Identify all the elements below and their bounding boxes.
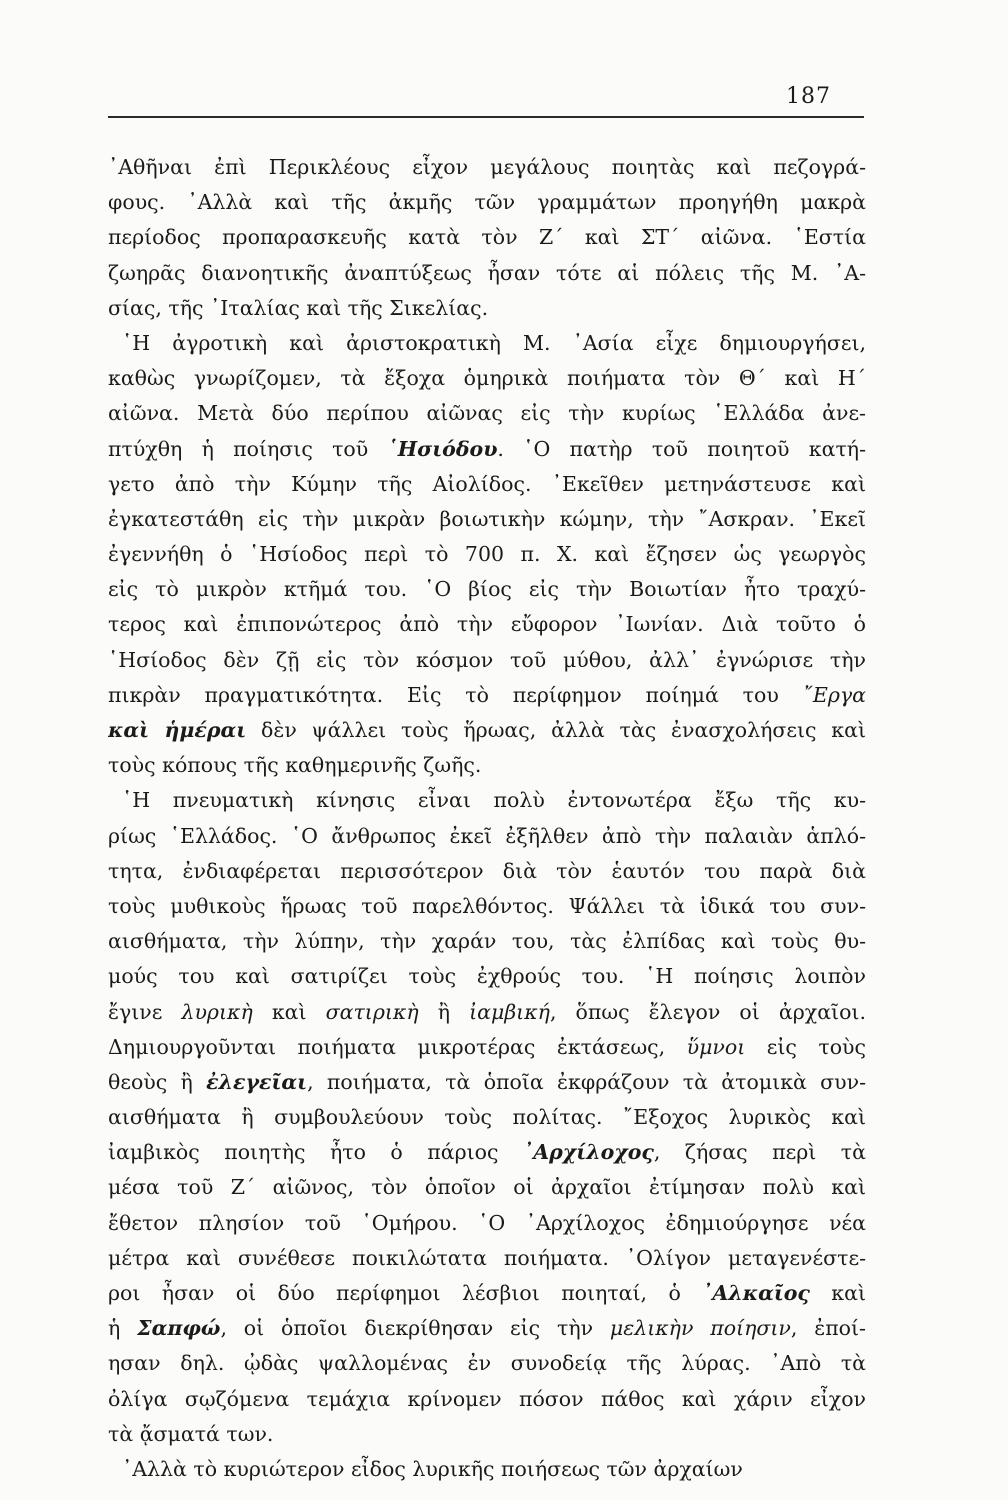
text-segment: τοὺς μυθικοὺς ἥρωας τοῦ παρελθόντος. Ψάλλει τὰ ἰδικά του συν- <box>108 893 866 918</box>
text-line <box>108 924 866 959</box>
text-segment: τερος καὶ ἐπιπονώτερος ἀπὸ τὴν εὔφορον ᾿Ιωνίαν. Διὰ τοῦτο ὁ <box>108 612 866 637</box>
text-line <box>108 854 866 889</box>
text-segment: καὶ <box>252 999 326 1024</box>
emphasized-text: μελικὴν ποίησιν <box>609 1316 791 1341</box>
header-rule <box>108 116 864 118</box>
text-line <box>108 185 866 220</box>
text-line <box>108 1452 866 1487</box>
text-line <box>108 678 866 713</box>
text-segment: πικρὰν πραγματικότητα. Εἰς τὸ περίφημον ποίημά του <box>108 682 803 707</box>
emphasized-text: ἰαμβική <box>469 999 550 1024</box>
text-line <box>108 959 866 994</box>
body-text <box>108 150 866 1487</box>
text-segment: , ἐποί- <box>790 1316 866 1341</box>
text-segment: . ῾Ο πατὴρ τοῦ ποιητοῦ κατή- <box>497 436 866 461</box>
text-segment: ἐγκατεστάθη εἰς τὴν μικρὰν βοιωτικὴν κώμην, τὴν ῎Ασκραν. ᾿Εκεῖ <box>108 506 866 531</box>
text-line <box>108 502 866 537</box>
text-segment: εἰς τὸ μικρὸν κτῆμά του. ῾Ο βίος εἰς τὴν Βοιωτίαν ἦτο τραχύ- <box>108 577 866 602</box>
text-segment: ῾Η ἀγροτικὴ καὶ ἀριστοκρατικὴ Μ. ᾿Ασία εἶχε δημιουργήσει, <box>122 330 866 355</box>
text-line <box>108 467 866 502</box>
text-segment: τοὺς κόπους τῆς καθημερινῆς ζωῆς. <box>108 753 482 778</box>
text-segment: , ζήσας περὶ τὰ <box>653 1140 866 1165</box>
text-segment: εἰς τοὺς <box>745 1034 866 1059</box>
text-line <box>108 537 866 572</box>
text-segment: τὰ ᾄσματά των. <box>108 1421 274 1446</box>
text-segment: , οἱ ὁποῖοι διεκρίθησαν εἰς τὴν <box>220 1316 610 1341</box>
text-line <box>108 326 866 361</box>
text-line <box>108 643 866 678</box>
emphasized-text: καὶ ἡμέραι <box>108 718 247 742</box>
text-line <box>108 396 866 431</box>
text-segment: αισθήματα ἢ συμβουλεύουν τοὺς πολίτας. ῎Εξοχος λυρικὸς καὶ <box>108 1105 866 1130</box>
text-segment: ᾿Αλλὰ τὸ κυριώτερον εἶδος λυρικῆς ποιήσεως τῶν ἀρχαίων <box>122 1456 743 1481</box>
text-line <box>108 1417 866 1452</box>
emphasized-text: ῾Ησιόδου <box>387 436 498 461</box>
text-line <box>108 1311 866 1346</box>
text-segment: σίας, τῆς ᾿Ιταλίας καὶ τῆς Σικελίας. <box>108 295 489 320</box>
text-line <box>108 783 866 818</box>
page-number: 187 <box>786 84 831 109</box>
text-line <box>108 1100 866 1135</box>
text-segment: πτύχθη ἡ ποίησις τοῦ <box>108 436 388 461</box>
text-segment: καὶ <box>809 1281 866 1305</box>
text-line <box>108 748 866 783</box>
text-segment: αισθήματα, τὴν λύπην, τὴν χαράν του, τὰς ἐλπίδας καὶ τοὺς θυ- <box>108 929 866 954</box>
emphasized-text: σατιρικὴ <box>325 999 419 1024</box>
text-segment: δὲν ψάλλει τοὺς ἥρωας, ἀλλὰ τὰς ἐνασχολήσεις καὶ <box>246 718 866 742</box>
text-line <box>108 1065 866 1100</box>
text-line <box>108 220 866 255</box>
emphasized-text: ἐλεγεῖαι <box>206 1069 308 1094</box>
text-line <box>108 1382 866 1417</box>
text-line <box>108 432 866 467</box>
text-line <box>108 1030 866 1065</box>
text-line <box>108 995 866 1030</box>
text-segment: μούς του καὶ σατιρίζει τοὺς ἐχθρούς του. ῾Η ποίησις λοιπὸν <box>108 964 866 989</box>
emphasized-text: Σαπφώ <box>137 1316 221 1341</box>
text-line <box>108 150 866 185</box>
text-segment: ᾿Αθῆναι ἐπὶ Περικλέους εἶχον μεγάλους ποιητὰς καὶ πεζογρά- <box>108 155 866 179</box>
text-segment: ζωηρᾶς διανοητικῆς ἀναπτύξεως ἦσαν τότε αἱ πόλεις τῆς Μ. ᾿Α- <box>108 260 866 285</box>
text-segment: , ὅπως ἔλεγον οἱ ἀρχαῖοι. <box>549 999 866 1024</box>
text-segment: φους. ᾿Αλλὰ καὶ τῆς ἀκμῆς τῶν γραμμάτων προηγήθη μακρὰ <box>108 190 866 215</box>
text-segment: ἰαμβικὸς ποιητὴς ἦτο ὁ πάριος <box>108 1140 523 1165</box>
text-segment: ῾Ησίοδος δὲν ζῇ εἰς τὸν κόσμον τοῦ μύθου, ἀλλ᾿ ἐγνώρισε τὴν <box>108 647 866 672</box>
text-segment: αἰῶνα. Μετὰ δύο περίπου αἰῶνας εἰς τὴν κυρίως ῾Ελλάδα ἀνε- <box>108 401 866 426</box>
text-segment: καθὼς γνωρίζομεν, τὰ ἔξοχα ὁμηρικὰ ποιήματα τὸν Θ΄ καὶ Η΄ <box>108 366 866 391</box>
text-segment: τητα, ἐνδιαφέρεται περισσότερον διὰ τὸν ἑαυτόν του παρὰ διὰ <box>108 858 866 883</box>
text-line <box>108 1241 866 1276</box>
text-line <box>108 1206 866 1241</box>
text-segment: ἔθετον πλησίον τοῦ ῾Ομήρου. ῾Ο ᾿Αρχίλοχος ἐδημιούργησε νέα <box>108 1210 866 1235</box>
text-line <box>108 889 866 924</box>
emphasized-text: λυρικὴ <box>181 999 253 1024</box>
emphasized-text: ᾿Αρχίλοχος <box>523 1140 654 1165</box>
text-segment: ἔγινε <box>108 999 182 1024</box>
emphasized-text: ὕμνοι <box>686 1034 746 1059</box>
text-segment: ἐγεννήθη ὁ ῾Ησίοδος περὶ τὸ 700 π. Χ. καὶ ἔζησεν ὡς γεωργὸς <box>108 542 866 567</box>
text-segment: μέσα τοῦ Ζ΄ αἰῶνος, τὸν ὁποῖον οἱ ἀρχαῖοι ἐτίμησαν πολὺ καὶ <box>108 1175 866 1200</box>
emphasized-text: ᾿Αλκαῖος <box>702 1281 810 1305</box>
text-segment: ὀλίγα σῳζόμενα τεμάχια κρίνομεν πόσον πάθος καὶ χάριν εἶχον <box>108 1386 866 1411</box>
text-segment: περίοδος προπαρασκευῆς κατὰ τὸν Ζ΄ καὶ ΣΤ΄ αἰῶνα. ῾Εστία <box>108 225 866 250</box>
text-segment: ρίως ῾Ελλάδος. ῾Ο ἄνθρωπος ἐκεῖ ἐξῆλθεν ἀπὸ τὴν παλαιὰν ἁπλό- <box>108 823 866 848</box>
text-segment: , ποιήματα, τὰ ὁποῖα ἐκφράζουν τὰ ἀτομικὰ συν- <box>307 1069 866 1094</box>
emphasized-text: ῎Εργα <box>802 682 866 707</box>
text-segment: Δημιουργοῦνται ποιήματα μικροτέρας ἐκτάσεως, <box>108 1034 687 1059</box>
text-line <box>108 572 866 607</box>
text-line <box>108 713 866 748</box>
text-line <box>108 361 866 396</box>
text-segment: γετο ἀπὸ τὴν Κύμην τῆς Αἰολίδος. ᾿Εκεῖθεν μετηνάστευσε καὶ <box>108 471 866 496</box>
text-segment: ροι ἦσαν οἱ δύο περίφημοι λέσβιοι ποιηταί, ὁ <box>108 1281 703 1305</box>
text-segment: ησαν δηλ. ᾠδὰς ψαλλομένας ἐν συνοδείᾳ τῆς λύρας. ᾿Απὸ τὰ <box>108 1351 866 1376</box>
text-line <box>108 1135 866 1170</box>
text-segment: μέτρα καὶ συνέθεσε ποικιλώτατα ποιήματα. ᾿Ολίγον μεταγενέστε- <box>108 1245 866 1270</box>
text-line <box>108 1346 866 1381</box>
text-line <box>108 291 866 326</box>
text-segment: ῾Η πνευματικὴ κίνησις εἶναι πολὺ ἐντονωτέρα ἔξω τῆς κυ- <box>122 788 866 813</box>
text-segment: ἢ <box>418 999 470 1024</box>
text-line <box>108 819 866 854</box>
text-line <box>108 256 866 291</box>
text-line <box>108 1276 866 1311</box>
text-line <box>108 1170 866 1205</box>
text-segment: ἡ <box>108 1316 138 1341</box>
text-segment: θεοὺς ἢ <box>108 1069 207 1094</box>
text-line <box>108 607 866 642</box>
